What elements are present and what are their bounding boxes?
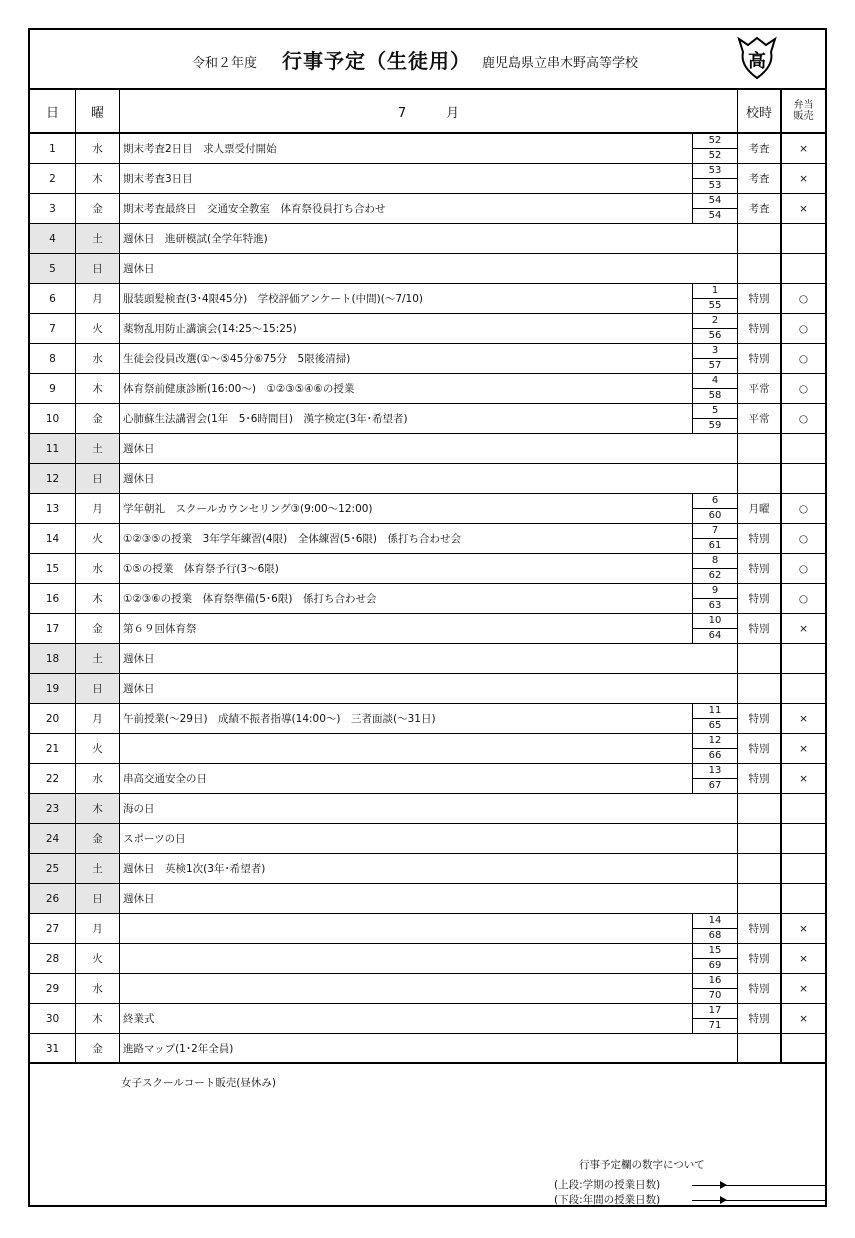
table-row bbox=[30, 914, 825, 944]
weekday-cell: 木 bbox=[76, 1004, 120, 1033]
bento-cell bbox=[782, 824, 825, 853]
period-cell: 特別 bbox=[738, 284, 782, 313]
year-day-count: 57 bbox=[708, 360, 722, 371]
year-day-count: 67 bbox=[708, 780, 722, 791]
col-weekday: 曜 bbox=[76, 90, 120, 132]
weekday-cell: 水 bbox=[76, 764, 120, 793]
year-day-count: 68 bbox=[708, 930, 722, 941]
weekday-cell: 火 bbox=[76, 314, 120, 343]
class-days-cell bbox=[692, 974, 738, 1003]
weekday-cell: 木 bbox=[76, 374, 120, 403]
table-row bbox=[30, 194, 825, 224]
class-days-cell bbox=[692, 764, 738, 793]
period-cell bbox=[738, 884, 782, 913]
weekday-cell: 水 bbox=[76, 974, 120, 1003]
day-cell: 19 bbox=[30, 674, 76, 703]
period-cell bbox=[738, 464, 782, 493]
col-bento bbox=[782, 90, 825, 132]
period-cell: 特別 bbox=[738, 344, 782, 373]
period-cell: 特別 bbox=[738, 614, 782, 643]
class-days-cell bbox=[692, 554, 738, 583]
day-cell: 11 bbox=[30, 434, 76, 463]
period-cell: 月曜 bbox=[738, 494, 782, 523]
day-cell: 25 bbox=[30, 854, 76, 883]
bento-cell bbox=[782, 224, 825, 253]
day-cell: 27 bbox=[30, 914, 76, 943]
class-days-cell bbox=[692, 1004, 738, 1033]
col-bento-line2: 販売 bbox=[793, 111, 814, 122]
class-days-cell bbox=[692, 524, 738, 553]
table-row bbox=[30, 284, 825, 314]
weekday-cell: 月 bbox=[76, 914, 120, 943]
class-days-cell bbox=[692, 344, 738, 373]
class-days-cell bbox=[692, 614, 738, 643]
class-days-cell bbox=[692, 194, 738, 223]
weekday-cell: 日 bbox=[76, 464, 120, 493]
table-row bbox=[30, 164, 825, 194]
schedule-sheet bbox=[28, 28, 827, 1207]
event-cell: 週休日 bbox=[120, 884, 738, 913]
class-days-cell bbox=[692, 314, 738, 343]
table-row bbox=[30, 524, 825, 554]
header bbox=[30, 30, 825, 90]
term-day-count: 2 bbox=[693, 314, 737, 329]
day-cell: 22 bbox=[30, 764, 76, 793]
event-cell bbox=[120, 974, 692, 1003]
school-year: 令和２年度 bbox=[192, 56, 258, 71]
event-cell: 午前授業(～29日) 成績不振者指導(14:00～) 三者面談(～31日) bbox=[123, 713, 436, 725]
term-day-count: 13 bbox=[693, 764, 737, 779]
day-cell: 4 bbox=[30, 224, 76, 253]
period-cell bbox=[738, 254, 782, 283]
period-cell: 考査 bbox=[738, 164, 782, 193]
term-day-count: 14 bbox=[693, 914, 737, 929]
class-days-cell bbox=[692, 284, 738, 313]
table-row bbox=[30, 1004, 825, 1034]
class-days-cell bbox=[692, 584, 738, 613]
event-cell: 串高交通安全の日 bbox=[123, 773, 207, 785]
class-days-cell bbox=[692, 404, 738, 433]
day-cell: 14 bbox=[30, 524, 76, 553]
day-cell: 3 bbox=[30, 194, 76, 223]
year-day-count: 52 bbox=[708, 150, 722, 161]
bento-cell: ○ bbox=[798, 502, 809, 515]
bento-cell: × bbox=[799, 622, 808, 635]
event-cell bbox=[120, 734, 692, 763]
table-row bbox=[30, 344, 825, 374]
table-row bbox=[30, 704, 825, 734]
bento-cell: × bbox=[799, 772, 808, 785]
year-day-count: 61 bbox=[708, 540, 722, 551]
event-cell: ①②③⑥の授業 体育祭準備(5･6限) 係打ち合わせ会 bbox=[123, 593, 377, 605]
term-day-count: 6 bbox=[693, 494, 737, 509]
term-day-count: 54 bbox=[693, 194, 737, 209]
table-row bbox=[30, 134, 825, 164]
weekday-cell: 水 bbox=[76, 344, 120, 373]
day-cell: 7 bbox=[30, 314, 76, 343]
day-cell: 9 bbox=[30, 374, 76, 403]
table-row bbox=[30, 494, 825, 524]
day-cell: 13 bbox=[30, 494, 76, 523]
bento-cell: ○ bbox=[798, 532, 809, 545]
year-day-count: 54 bbox=[708, 210, 722, 221]
period-cell: 特別 bbox=[738, 914, 782, 943]
weekday-cell: 金 bbox=[76, 1034, 120, 1063]
table-row bbox=[30, 884, 825, 914]
day-cell: 17 bbox=[30, 614, 76, 643]
weekday-cell: 火 bbox=[76, 734, 120, 763]
event-cell: 進路マップ(1･2年全員) bbox=[120, 1034, 738, 1063]
period-cell bbox=[738, 224, 782, 253]
event-cell: 生徒会役員改選(①～⑤45分⑥75分 5限後清掃) bbox=[123, 353, 351, 365]
bento-cell bbox=[782, 254, 825, 283]
bento-cell: × bbox=[799, 922, 808, 935]
table-row bbox=[30, 584, 825, 614]
bento-cell: ○ bbox=[798, 322, 809, 335]
period-cell bbox=[738, 644, 782, 673]
event-cell bbox=[120, 914, 692, 943]
day-cell: 10 bbox=[30, 404, 76, 433]
event-cell: 週休日 bbox=[120, 254, 738, 283]
event-cell: 期末考査最終日 交通安全教室 体育祭役員打ち合わせ bbox=[123, 203, 386, 215]
bento-cell: ○ bbox=[798, 352, 809, 365]
event-cell: 期末考査2日目 求人票受付開始 bbox=[123, 143, 277, 155]
day-cell: 2 bbox=[30, 164, 76, 193]
event-cell: 海の日 bbox=[120, 794, 738, 823]
table-row bbox=[30, 314, 825, 344]
class-days-cell bbox=[692, 734, 738, 763]
logo-text: 高 bbox=[748, 51, 766, 72]
day-cell: 18 bbox=[30, 644, 76, 673]
weekday-cell: 月 bbox=[76, 494, 120, 523]
class-days-cell bbox=[692, 164, 738, 193]
period-cell bbox=[738, 674, 782, 703]
weekday-cell: 月 bbox=[76, 704, 120, 733]
bento-cell: × bbox=[799, 742, 808, 755]
bento-cell: × bbox=[799, 172, 808, 185]
event-cell: 週休日 英検1次(3年･希望者) bbox=[120, 854, 738, 883]
period-cell bbox=[738, 854, 782, 883]
table-row bbox=[30, 374, 825, 404]
table-row bbox=[30, 254, 825, 284]
day-cell: 21 bbox=[30, 734, 76, 763]
bento-cell: × bbox=[799, 202, 808, 215]
weekday-cell: 土 bbox=[76, 854, 120, 883]
bento-cell bbox=[782, 464, 825, 493]
year-day-count: 69 bbox=[708, 960, 722, 971]
term-day-count: 15 bbox=[693, 944, 737, 959]
bento-cell: ○ bbox=[798, 382, 809, 395]
bento-cell: ○ bbox=[798, 562, 809, 575]
table-row bbox=[30, 434, 825, 464]
period-cell bbox=[738, 434, 782, 463]
table-row bbox=[30, 764, 825, 794]
event-cell: 週休日 bbox=[120, 674, 738, 703]
table-row bbox=[30, 974, 825, 1004]
day-cell: 20 bbox=[30, 704, 76, 733]
weekday-cell: 木 bbox=[76, 794, 120, 823]
weekday-cell: 水 bbox=[76, 554, 120, 583]
bento-cell: ○ bbox=[798, 592, 809, 605]
term-day-count: 52 bbox=[693, 134, 737, 149]
term-day-count: 53 bbox=[693, 164, 737, 179]
day-cell: 31 bbox=[30, 1034, 76, 1063]
day-cell: 5 bbox=[30, 254, 76, 283]
bento-cell bbox=[782, 434, 825, 463]
legend-lower: (下段:年間の授業日数) bbox=[554, 1194, 661, 1206]
day-cell: 1 bbox=[30, 134, 76, 163]
event-cell: 期末考査3日目 bbox=[123, 173, 193, 185]
weekday-cell: 金 bbox=[76, 614, 120, 643]
period-cell: 考査 bbox=[738, 194, 782, 223]
event-cell: 学年朝礼 スクールカウンセリング③(9:00～12:00) bbox=[123, 503, 373, 515]
class-days-cell bbox=[692, 374, 738, 403]
bento-cell: × bbox=[799, 1012, 808, 1025]
event-cell: 体育祭前健康診断(16:00～) ①②③⑤④⑥の授業 bbox=[123, 383, 355, 395]
weekday-cell: 土 bbox=[76, 434, 120, 463]
year-day-count: 70 bbox=[708, 990, 722, 1001]
table-row bbox=[30, 944, 825, 974]
year-day-count: 65 bbox=[708, 720, 722, 731]
day-cell: 6 bbox=[30, 284, 76, 313]
event-cell: 心肺蘇生法講習会(1年 5･6時間目) 漢字検定(3年･希望者) bbox=[123, 413, 408, 425]
table-row bbox=[30, 824, 825, 854]
period-cell bbox=[738, 794, 782, 823]
weekday-cell: 土 bbox=[76, 644, 120, 673]
term-day-count: 16 bbox=[693, 974, 737, 989]
legend-lower-arrowhead bbox=[720, 1196, 727, 1204]
period-cell: 特別 bbox=[738, 1004, 782, 1033]
period-cell: 特別 bbox=[738, 974, 782, 1003]
term-day-count: 1 bbox=[693, 284, 737, 299]
legend-upper: (上段:学期の授業日数) bbox=[554, 1179, 661, 1191]
bento-cell bbox=[782, 794, 825, 823]
day-cell: 23 bbox=[30, 794, 76, 823]
weekday-cell: 金 bbox=[76, 194, 120, 223]
day-cell: 28 bbox=[30, 944, 76, 973]
bento-cell bbox=[782, 884, 825, 913]
weekday-cell: 日 bbox=[76, 254, 120, 283]
event-cell bbox=[120, 944, 692, 973]
year-day-count: 59 bbox=[708, 420, 722, 431]
weekday-cell: 木 bbox=[76, 164, 120, 193]
day-cell: 12 bbox=[30, 464, 76, 493]
weekday-cell: 土 bbox=[76, 224, 120, 253]
table-row bbox=[30, 614, 825, 644]
day-cell: 24 bbox=[30, 824, 76, 853]
weekday-cell: 木 bbox=[76, 584, 120, 613]
event-cell: 第６９回体育祭 bbox=[123, 623, 197, 635]
term-day-count: 5 bbox=[693, 404, 737, 419]
weekday-cell: 金 bbox=[76, 404, 120, 433]
term-day-count: 3 bbox=[693, 344, 737, 359]
col-day: 日 bbox=[30, 90, 76, 132]
bento-cell bbox=[782, 644, 825, 673]
weekday-cell: 水 bbox=[76, 134, 120, 163]
year-day-count: 62 bbox=[708, 570, 722, 581]
legend-title: 行事予定欄の数字について bbox=[579, 1159, 705, 1171]
event-cell: 服装頭髪検査(3･4限45分) 学校評価アンケート(中間)(～7/10) bbox=[123, 293, 423, 305]
period-cell: 平常 bbox=[738, 404, 782, 433]
year-day-count: 66 bbox=[708, 750, 722, 761]
year-day-count: 63 bbox=[708, 600, 722, 611]
col-bento-line1: 弁当 bbox=[793, 100, 814, 111]
legend-lower-arrow bbox=[692, 1200, 825, 1201]
year-day-count: 53 bbox=[708, 180, 722, 191]
year-day-count: 55 bbox=[708, 300, 722, 311]
col-period: 校時 bbox=[738, 90, 782, 132]
period-cell: 特別 bbox=[738, 944, 782, 973]
bento-cell: ○ bbox=[798, 412, 809, 425]
term-day-count: 7 bbox=[693, 524, 737, 539]
event-cell: 週休日 bbox=[120, 434, 738, 463]
class-days-cell bbox=[692, 704, 738, 733]
school-logo bbox=[736, 36, 778, 80]
class-days-cell bbox=[692, 134, 738, 163]
year-day-count: 60 bbox=[708, 510, 722, 521]
bento-cell: × bbox=[799, 952, 808, 965]
day-cell: 29 bbox=[30, 974, 76, 1003]
term-day-count: 10 bbox=[693, 614, 737, 629]
term-day-count: 4 bbox=[693, 374, 737, 389]
table-row bbox=[30, 404, 825, 434]
event-cell: スポーツの日 bbox=[120, 824, 738, 853]
period-cell: 平常 bbox=[738, 374, 782, 403]
period-cell: 特別 bbox=[738, 734, 782, 763]
table-row bbox=[30, 794, 825, 824]
year-day-count: 64 bbox=[708, 630, 722, 641]
day-cell: 26 bbox=[30, 884, 76, 913]
period-cell bbox=[738, 824, 782, 853]
day-cell: 8 bbox=[30, 344, 76, 373]
period-cell: 特別 bbox=[738, 584, 782, 613]
event-cell: ①⑤の授業 体育祭予行(3～6限) bbox=[123, 563, 279, 575]
class-days-cell bbox=[692, 494, 738, 523]
weekday-cell: 火 bbox=[76, 944, 120, 973]
term-day-count: 8 bbox=[693, 554, 737, 569]
period-cell: 特別 bbox=[738, 704, 782, 733]
period-cell: 特別 bbox=[738, 764, 782, 793]
legend-upper-arrowhead bbox=[720, 1181, 727, 1189]
bento-cell: ○ bbox=[798, 292, 809, 305]
bento-cell bbox=[782, 674, 825, 703]
page-title: 行事予定（生徒用） bbox=[282, 49, 471, 73]
bento-cell: × bbox=[799, 142, 808, 155]
event-cell: ①②③⑤の授業 3年学年練習(4限) 全体練習(5･6限) 係打ち合わせ会 bbox=[123, 533, 462, 545]
class-days-cell bbox=[692, 944, 738, 973]
table-row bbox=[30, 854, 825, 884]
year-day-count: 56 bbox=[708, 330, 722, 341]
event-cell: 終業式 bbox=[123, 1013, 155, 1025]
table-row bbox=[30, 734, 825, 764]
weekday-cell: 日 bbox=[76, 674, 120, 703]
period-cell: 特別 bbox=[738, 554, 782, 583]
year-day-count: 71 bbox=[708, 1020, 722, 1031]
weekday-cell: 火 bbox=[76, 524, 120, 553]
school-name: 鹿児島県立串木野高等学校 bbox=[482, 56, 639, 71]
col-month: 7月 bbox=[120, 90, 738, 132]
event-cell: 薬物乱用防止講演会(14:25～15:25) bbox=[123, 323, 297, 335]
weekday-cell: 金 bbox=[76, 824, 120, 853]
event-cell: 週休日 進研模試(全学年特進) bbox=[120, 224, 738, 253]
bento-cell: × bbox=[799, 712, 808, 725]
term-day-count: 11 bbox=[693, 704, 737, 719]
table-row bbox=[30, 674, 825, 704]
year-day-count: 58 bbox=[708, 390, 722, 401]
day-cell: 15 bbox=[30, 554, 76, 583]
bento-cell bbox=[782, 854, 825, 883]
table-row bbox=[30, 644, 825, 674]
table-row bbox=[30, 554, 825, 584]
bento-cell: × bbox=[799, 982, 808, 995]
day-cell: 16 bbox=[30, 584, 76, 613]
term-day-count: 9 bbox=[693, 584, 737, 599]
period-cell: 特別 bbox=[738, 524, 782, 553]
event-cell: 週休日 bbox=[120, 464, 738, 493]
term-day-count: 12 bbox=[693, 734, 737, 749]
legend-upper-arrow bbox=[692, 1185, 825, 1186]
footer bbox=[30, 1059, 825, 1205]
day-cell: 30 bbox=[30, 1004, 76, 1033]
column-header bbox=[30, 90, 825, 134]
term-day-count: 17 bbox=[693, 1004, 737, 1019]
period-cell: 特別 bbox=[738, 314, 782, 343]
weekday-cell: 月 bbox=[76, 284, 120, 313]
weekday-cell: 日 bbox=[76, 884, 120, 913]
period-cell: 考査 bbox=[738, 134, 782, 163]
footer-note: 女子スクールコート販売(昼休み) bbox=[121, 1077, 276, 1089]
class-days-cell bbox=[692, 914, 738, 943]
event-cell: 週休日 bbox=[120, 644, 738, 673]
table-row bbox=[30, 224, 825, 254]
table-row bbox=[30, 464, 825, 494]
